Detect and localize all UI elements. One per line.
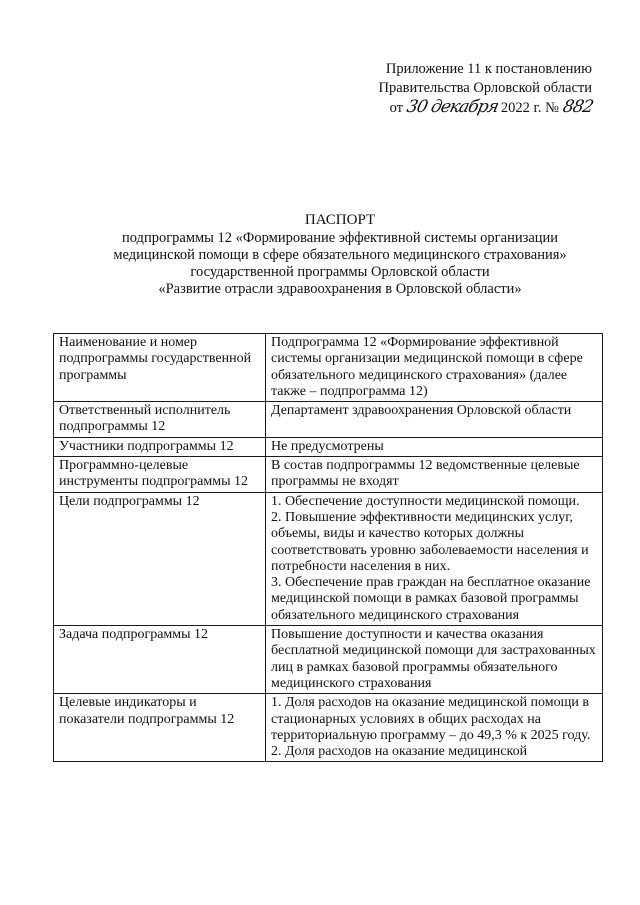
content-paragraph: Повышение доступности и качества оказания бесплатной медицинской помощи для застрахованных лиц в рамках базовой программы обязательного медицинского страхования xyxy=(271,627,596,691)
table-row xyxy=(54,694,603,762)
content-paragraph: В состав подпрограммы 12 ведомственные целевые программы не входят xyxy=(271,458,580,490)
row-content xyxy=(266,457,603,493)
content-paragraph: Не предусмотрены xyxy=(271,438,384,454)
appendix-year: 2022 г. № xyxy=(500,100,559,116)
table-row xyxy=(54,334,603,402)
appendix-line-3 xyxy=(379,98,593,118)
content-paragraph: 1. Доля расходов на оказание медицинской помощи в стационарных условиях в общих расходах на территориальную программу – до 49,3 % к 2025 году. xyxy=(271,695,591,743)
row-content xyxy=(266,402,603,438)
header-line-4: «Развитие отрасли здравоохранения в Орловской области» xyxy=(158,281,522,297)
table-row xyxy=(54,437,603,456)
header-line-1: подпрограммы 12 «Формирование эффективной системы организации xyxy=(121,230,559,246)
content-paragraph: 3. Обеспечение прав граждан на бесплатное оказание медицинской помощи в рамках базовой программы обязательного медицинского страхования xyxy=(271,575,591,623)
row-label: Цели подпрограммы 12 xyxy=(54,492,266,625)
page-title: ПАСПОРТ xyxy=(304,212,376,228)
table-row xyxy=(54,402,603,438)
table-row xyxy=(54,626,603,694)
appendix-line-1: Приложение 11 к постановлению xyxy=(385,61,592,77)
row-label: Задача подпрограммы 12 xyxy=(54,626,266,694)
table-row xyxy=(54,457,603,493)
content-paragraph: Подпрограмма 12 «Формирование эффективной системы организации медицинской помощи в сфере обязательного медицинского страхования» (далее также – подпрограмма 12) xyxy=(271,335,583,399)
table-row xyxy=(54,492,603,625)
row-content xyxy=(266,437,603,456)
row-label: Программно-целевые инструменты подпрограммы 12 xyxy=(54,457,266,493)
appendix-block xyxy=(379,60,593,118)
row-content xyxy=(266,626,603,694)
row-label: Целевые индикаторы и показатели подпрограммы 12 xyxy=(54,694,266,762)
passport-table xyxy=(53,333,603,762)
handwritten-number: 882 xyxy=(560,97,595,117)
appendix-line-2: Правительства Орловской области xyxy=(378,80,592,96)
content-paragraph: Департамент здравоохранения Орловской области xyxy=(271,403,572,419)
row-label: Ответственный исполнитель подпрограммы 12 xyxy=(54,402,266,438)
header-line-3: государственной программы Орловской области xyxy=(190,264,490,280)
row-content xyxy=(266,334,603,402)
handwritten-date: 30 декабря xyxy=(404,97,500,117)
row-label: Наименование и номер подпрограммы государственной программы xyxy=(54,334,266,402)
content-paragraph: 2. Повышение эффективности медицинских услуг, объемы, виды и качество которых должны соответствовать уровню заболеваемости населения и потребности населения в них. xyxy=(271,509,589,574)
content-paragraph: 2. Доля расходов на оказание медицинской xyxy=(271,744,528,760)
content-paragraph: 1. Обеспечение доступности медицинской помощи. xyxy=(271,493,580,509)
appendix-prefix: от xyxy=(389,100,403,116)
row-content xyxy=(266,694,603,762)
header-line-2: медицинской помощи в сфере обязательного медицинского страхования» xyxy=(113,247,567,263)
row-content xyxy=(266,492,603,625)
row-label: Участники подпрограммы 12 xyxy=(54,437,266,456)
passport-header xyxy=(60,212,620,298)
